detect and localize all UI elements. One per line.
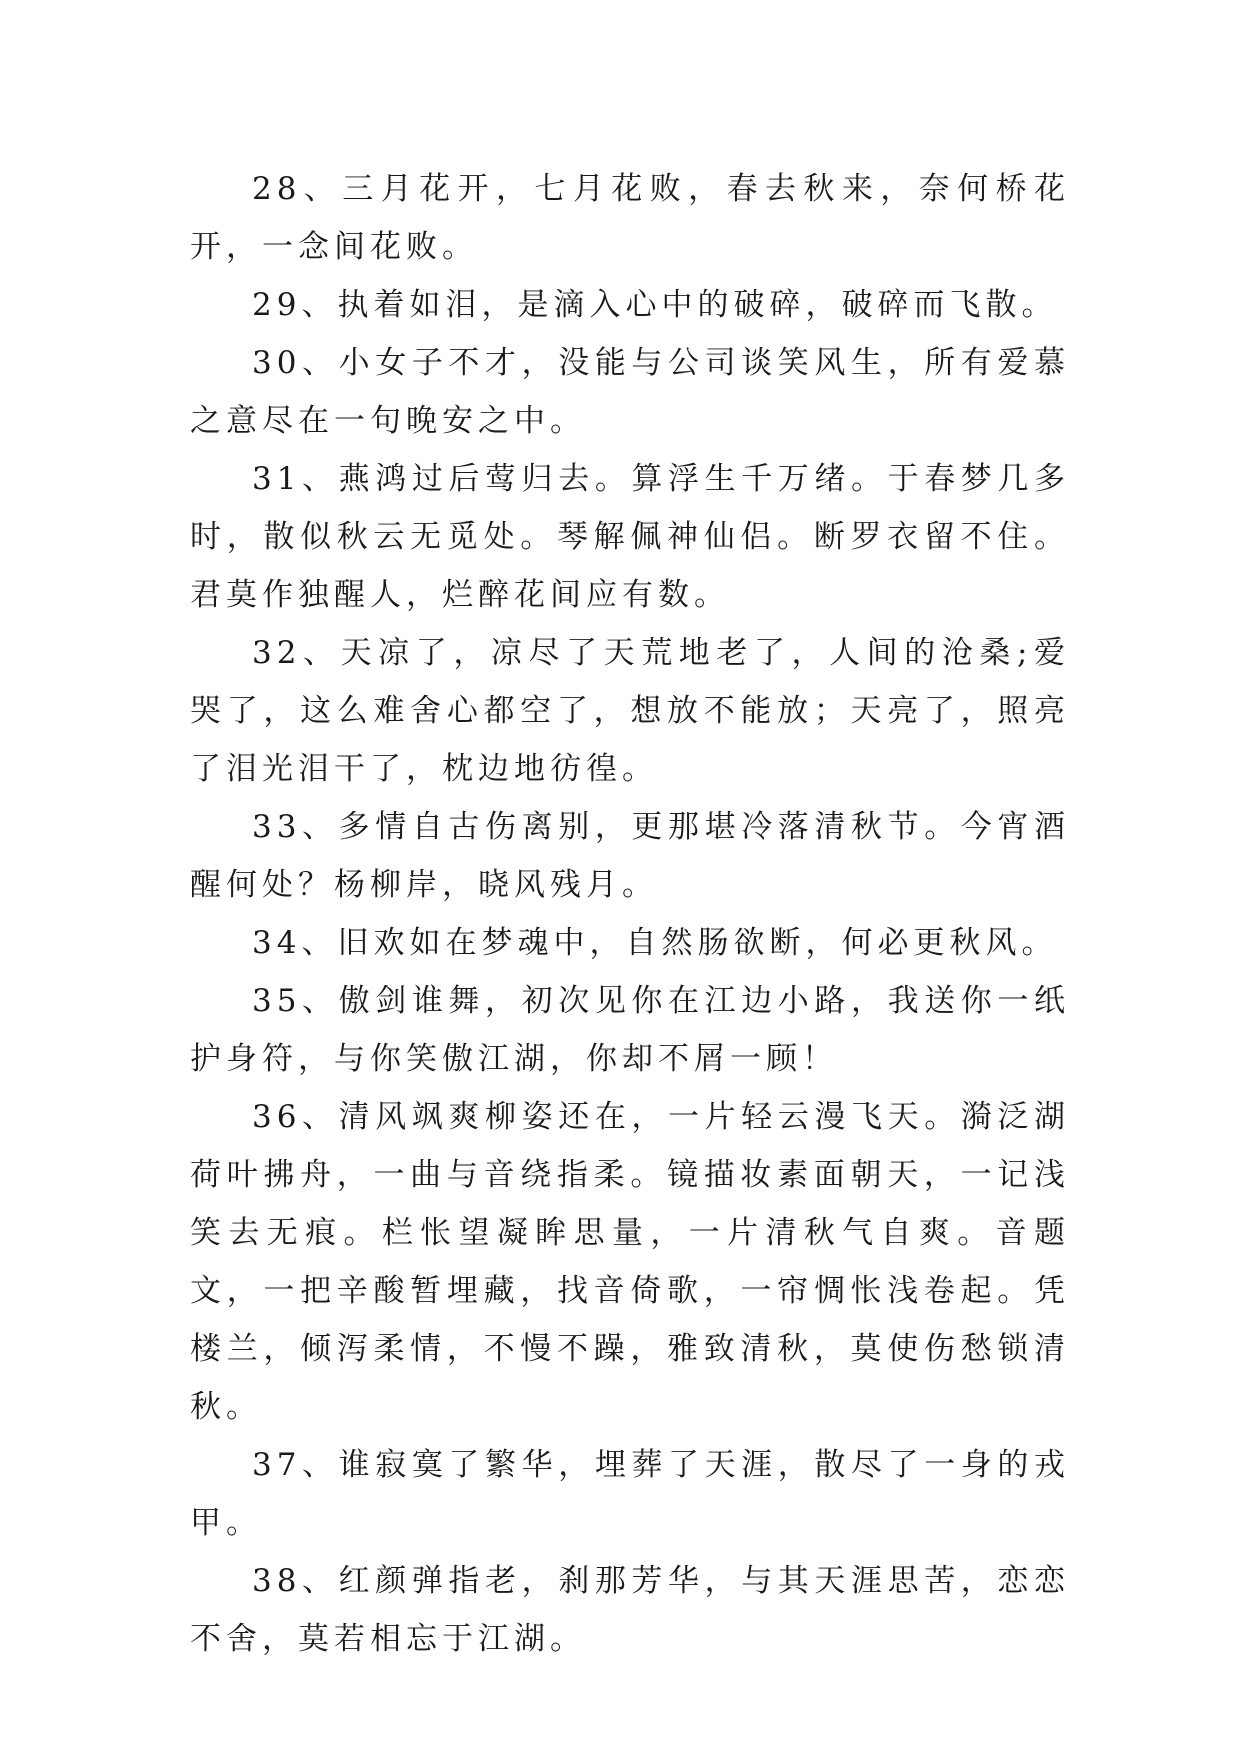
paragraph-32: 32、天凉了，凉尽了天荒地老了，人间的沧桑;爱哭了，这么难舍心都空了，想放不能放；天亮了，照亮了泪光泪干了，枕边地彷徨。 — [190, 635, 1070, 787]
paragraph-35: 35、傲剑谁舞，初次见你在江边小路，我送你一纸护身符，与你笑傲江湖，你却不屑一顾！ — [190, 983, 1070, 1077]
paragraph-33: 33、多情自古伤离别，更那堪冷落清秋节。今宵酒醒何处？杨柳岸，晓风残月。 — [190, 809, 1070, 903]
paragraph-38: 38、红颜弹指老，刹那芳华，与其天涯思苦，恋恋不舍，莫若相忘于江湖。 — [190, 1563, 1070, 1657]
paragraph-28: 28、三月花开，七月花败，春去秋来，奈何桥花开，一念间花败。 — [190, 171, 1070, 265]
paragraph-37: 37、谁寂寞了繁华，埋葬了天涯，散尽了一身的戎甲。 — [190, 1447, 1070, 1541]
paragraph-29: 29、执着如泪，是滴入心中的破碎，破碎而飞散。 — [252, 287, 1058, 323]
paragraph-36: 36、清风飒爽柳姿还在，一片轻云漫飞天。漪泛湖荷叶拂舟，一曲与音绕指柔。镜描妆素面朝天，一记浅笑去无痕。栏怅望凝眸思量，一片清秋气自爽。音题文，一把辛酸暂埋藏，找音倚歌，一帘惆怅浅卷起。凭楼兰，倾泻柔情，不慢不躁，雅致清秋，莫使伤愁锁清秋。 — [190, 1099, 1070, 1425]
paragraph-30: 30、小女子不才，没能与公司谈笑风生，所有爱慕之意尽在一句晚安之中。 — [190, 345, 1070, 439]
document-body — [190, 160, 1070, 1668]
paragraph-34: 34、旧欢如在梦魂中，自然肠欲断，何必更秋风。 — [252, 925, 1058, 961]
paragraph-31: 31、燕鸿过后莺归去。算浮生千万绪。于春梦几多时，散似秋云无觅处。琴解佩神仙侣。断罗衣留不住。君莫作独醒人，烂醉花间应有数。 — [190, 461, 1070, 613]
